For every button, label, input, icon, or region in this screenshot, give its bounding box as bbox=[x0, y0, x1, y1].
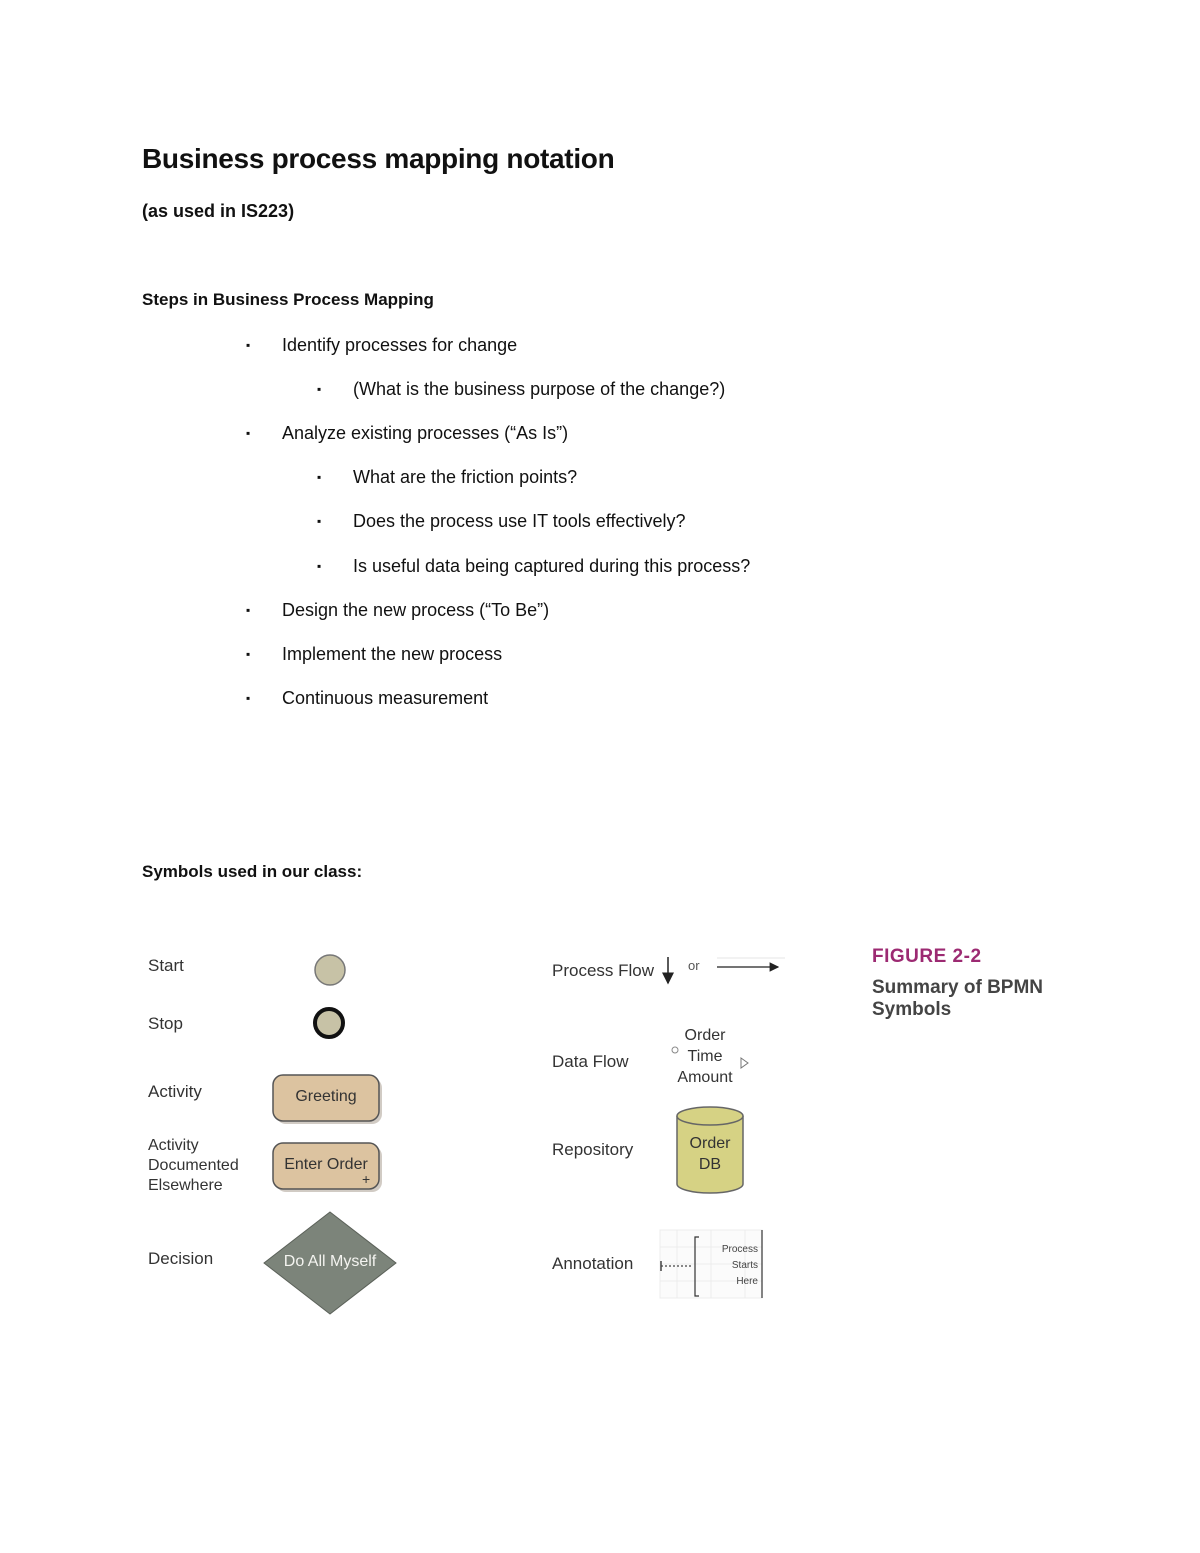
bullet-icon: ▪ bbox=[246, 426, 251, 440]
data-flow-label: Data Flow bbox=[552, 1052, 629, 1071]
step-text: Is useful data being captured during this process? bbox=[353, 556, 751, 576]
page-subtitle: (as used in IS223) bbox=[142, 201, 295, 221]
bullet-icon: ▪ bbox=[246, 338, 251, 352]
annotation-text: Process Starts Here bbox=[721, 1244, 758, 1287]
step-item bbox=[246, 598, 846, 622]
step-item bbox=[246, 421, 846, 445]
step-text: (What is the business purpose of the change?) bbox=[353, 379, 726, 399]
activity-label: Activity bbox=[148, 1082, 202, 1101]
decision-box-text: Do All Myself bbox=[283, 1253, 377, 1270]
symbols-heading: Symbols used in our class: bbox=[142, 862, 363, 881]
repository-text: Order DB bbox=[689, 1135, 731, 1173]
activity-elsewhere-label: Activity Documented Elsewhere bbox=[148, 1137, 239, 1194]
bullet-icon: ▪ bbox=[246, 691, 251, 705]
process-flow-or: or bbox=[688, 958, 700, 973]
steps-heading: Steps in Business Process Mapping bbox=[142, 290, 434, 309]
bullet-icon: ▪ bbox=[317, 559, 322, 573]
step-text: Continuous measurement bbox=[282, 688, 489, 708]
stop-label: Stop bbox=[148, 1014, 183, 1033]
figure-caption: Summary of BPMN Symbols bbox=[872, 977, 1044, 1020]
step-item bbox=[246, 686, 846, 710]
page-title: Business process mapping notation bbox=[142, 143, 615, 174]
step-text: Implement the new process bbox=[282, 644, 503, 664]
start-label: Start bbox=[148, 956, 184, 975]
activity-box-text: Greeting bbox=[295, 1088, 357, 1105]
step-text: Analyze existing processes (“As Is”) bbox=[282, 423, 569, 443]
step-text: Does the process use IT tools effectively? bbox=[353, 511, 686, 531]
step-item bbox=[246, 333, 846, 357]
end-event-icon bbox=[315, 1009, 343, 1037]
step-text: Identify processes for change bbox=[282, 335, 518, 355]
annotation-label: Annotation bbox=[552, 1254, 634, 1273]
process-flow-label: Process Flow bbox=[552, 961, 655, 980]
bullet-icon: ▪ bbox=[317, 382, 322, 396]
step-item bbox=[317, 554, 917, 578]
repository-label: Repository bbox=[552, 1140, 634, 1159]
step-text: Design the new process (“To Be”) bbox=[282, 600, 550, 620]
step-text: What are the friction points? bbox=[353, 467, 578, 487]
subprocess-plus-icon: + bbox=[362, 1171, 371, 1187]
decision-label: Decision bbox=[148, 1249, 214, 1268]
data-flow-text: Order Time Amount bbox=[677, 1027, 733, 1086]
bullet-icon: ▪ bbox=[246, 603, 251, 617]
bullet-icon: ▪ bbox=[317, 514, 322, 528]
step-item bbox=[317, 377, 917, 401]
activity-elsewhere-box-text: Enter Order bbox=[284, 1156, 368, 1173]
step-item bbox=[317, 509, 917, 533]
start-event-icon bbox=[315, 955, 345, 985]
bullet-icon: ▪ bbox=[317, 470, 322, 484]
bullet-icon: ▪ bbox=[246, 647, 251, 661]
figure-label: FIGURE 2-2 bbox=[872, 946, 982, 967]
step-item bbox=[246, 642, 846, 666]
step-item bbox=[317, 465, 917, 489]
